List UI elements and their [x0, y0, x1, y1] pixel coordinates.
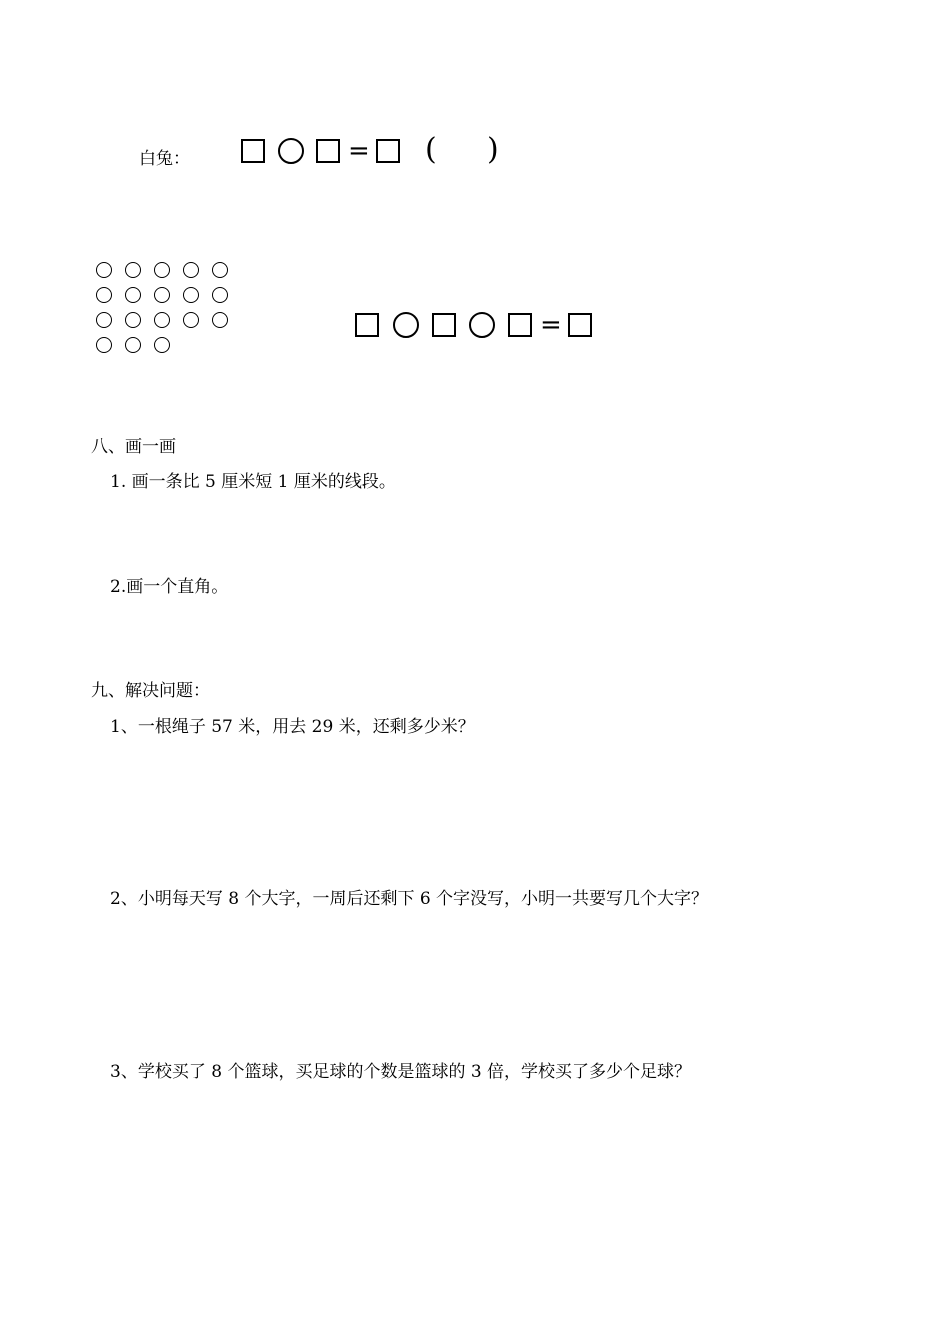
section8-question-1: 1. 画一条比 5 厘米短 1 厘米的线段。: [110, 472, 396, 492]
section9-question-2: 2、小明每天写 8 个大字，一周后还剩下 6 个字没写，小明一共要写几个大字？: [110, 889, 709, 909]
paren-close: ): [487, 132, 499, 167]
dot-circle: [212, 287, 228, 303]
dot-circle: [125, 262, 141, 278]
section9-question-1: 1、一根绳子 57 米，用去 29 米，还剩多少米？: [110, 717, 475, 737]
answer-box-4[interactable]: [355, 313, 379, 337]
dot-circle: [96, 287, 112, 303]
section9-question-3: 3、学校买了 8 个篮球，买足球的个数是篮球的 3 倍，学校买了多少个足球？: [110, 1062, 692, 1082]
dot-circle: [96, 312, 112, 328]
answer-box-1[interactable]: [241, 139, 265, 163]
dot-circle: [125, 337, 141, 353]
dot-circle: [125, 287, 141, 303]
dot-circle: [183, 312, 199, 328]
paren-open: (: [425, 132, 437, 167]
operator-circle-1[interactable]: [278, 138, 304, 164]
answer-box-3[interactable]: [376, 139, 400, 163]
equals-sign: =: [348, 136, 370, 166]
dot-circle: [183, 287, 199, 303]
equals-sign-2: =: [540, 310, 562, 340]
dot-circle: [154, 337, 170, 353]
dot-circle: [154, 287, 170, 303]
answer-box-6[interactable]: [508, 313, 532, 337]
section9-heading: 九、解决问题：: [91, 681, 210, 701]
dot-circle: [125, 312, 141, 328]
section8-question-2: 2.画一个直角。: [110, 577, 229, 597]
operator-circle-3[interactable]: [469, 312, 495, 338]
dot-circle: [212, 262, 228, 278]
operator-circle-2[interactable]: [393, 312, 419, 338]
dot-circle: [96, 337, 112, 353]
dot-circle: [96, 262, 112, 278]
answer-box-7[interactable]: [568, 313, 592, 337]
answer-box-2[interactable]: [316, 139, 340, 163]
dot-circle: [212, 312, 228, 328]
section8-heading: 八、画一画: [91, 437, 176, 457]
answer-box-5[interactable]: [432, 313, 456, 337]
dot-circle: [154, 312, 170, 328]
dot-circle: [154, 262, 170, 278]
dot-circle: [183, 262, 199, 278]
rabbit-label: 白兔：: [139, 149, 190, 169]
